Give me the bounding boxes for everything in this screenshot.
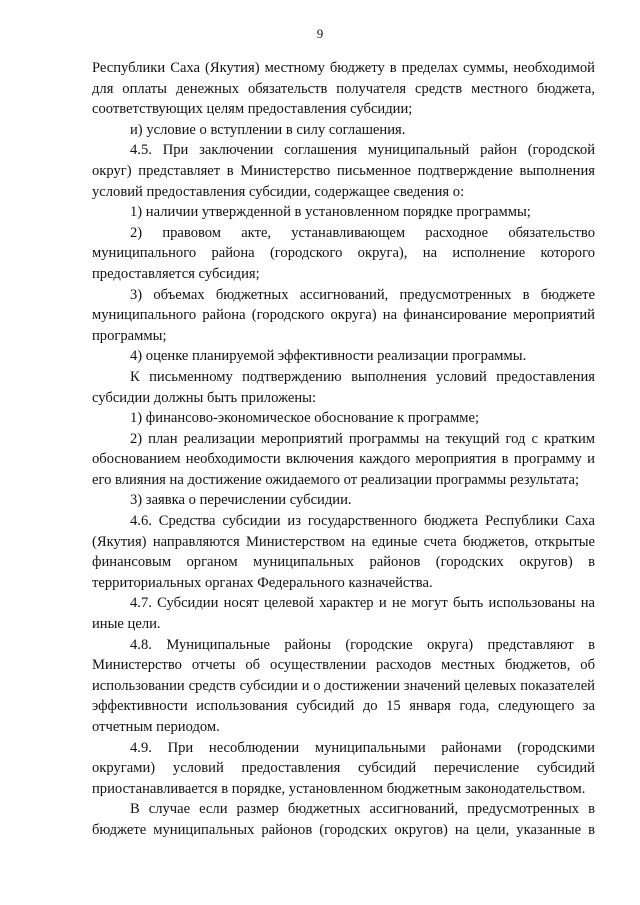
paragraph-list-item-2: 2) правовом акте, устанавливающем расходное обязательство муниципального района (городского округа), на исполнение которого предоставляется субсидия; (92, 224, 595, 282)
paragraph-attachment-item-3: 3) заявка о перечислении субсидии. (130, 492, 352, 509)
paragraph-clause-4-5: 4.5. При заключении соглашения муниципальный район (городской округ) представляет в Министерство письменное подтверждение выполнения условий предоставления субсидии, содержащее сведения о: (92, 142, 595, 200)
paragraph-list-item-1: 1) наличии утвержденной в установленном порядке программы; (130, 204, 531, 221)
paragraph-budget-case: В случае если размер бюджетных ассигнований, предусмотренных в бюджете муниципальных районов (городских округов) на цели, указанные в (92, 801, 595, 838)
paragraph-list-item-3: 3) объемах бюджетных ассигнований, предусмотренных в бюджете муниципального района (городского округа) на финансирование мероприятий программы; (92, 286, 595, 344)
paragraph-attachment-item-2: 2) план реализации мероприятий программы на текущий год с кратким обоснованием необходимости включения каждого мероприятия в программу и его влияния на достижение ожидаемого от реализации программы результата; (92, 430, 595, 488)
page-number: 9 (316, 26, 324, 41)
paragraph-continuation: Республики Саха (Якутия) местному бюджету в пределах суммы, необходимой для оплаты денежных обязательств получателя средств местного бюджета, соответствующих целям предоставления субсидии; (92, 60, 595, 118)
paragraph-clause-4-6: 4.6. Средства субсидии из государственного бюджета Республики Саха (Якутия) направляются Министерством на единые счета бюджетов, открытые финансовым органом муниципальных районов (городских округов) в территориальных органах Федерального казначейства. (92, 513, 595, 591)
paragraph-clause-4-9: 4.9. При несоблюдении муниципальными районами (городскими округами) условий предоставления субсидий перечисление субсидий приостанавливается в порядке, установленном бюджетным законодательством. (92, 739, 595, 797)
paragraph-clause-4-8: 4.8. Муниципальные районы (городские округа) представляют в Министерство отчеты об осуществлении расходов местных бюджетов, об использовании средств субсидии и о достижении значений целевых показателей эффективности использования субсидий до 15 января года, следующего за отчетным периодом. (92, 636, 595, 735)
document-body (92, 58, 595, 841)
paragraph-item-i: и) условие о вступлении в силу соглашения. (130, 121, 406, 138)
paragraph-list-item-4: 4) оценке планируемой эффективности реализации программы. (130, 348, 527, 365)
paragraph-clause-4-7: 4.7. Субсидии носят целевой характер и не могут быть использованы на иные цели. (92, 595, 595, 633)
paragraph-attachment-item-1: 1) финансово-экономическое обоснование к программе; (130, 410, 480, 427)
paragraph-attachments-intro: К письменному подтверждению выполнения условий предоставления субсидии должны быть приложены: (92, 368, 595, 406)
